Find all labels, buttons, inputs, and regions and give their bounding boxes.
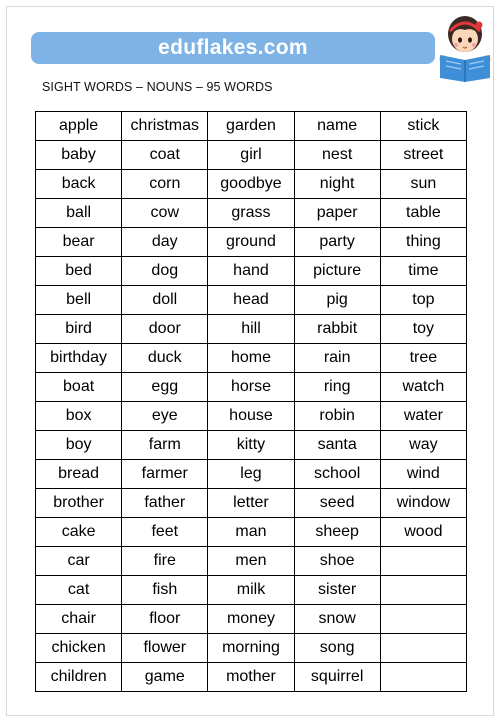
- table-row: [36, 141, 467, 170]
- word-cell: way: [380, 431, 466, 460]
- table-row: [36, 634, 467, 663]
- word-cell: house: [208, 402, 294, 431]
- word-cell: men: [208, 547, 294, 576]
- word-cell: shoe: [294, 547, 380, 576]
- word-cell: game: [122, 663, 208, 692]
- word-cell: water: [380, 402, 466, 431]
- word-cell: hill: [208, 315, 294, 344]
- word-cell: top: [380, 286, 466, 315]
- word-cell: grass: [208, 199, 294, 228]
- word-cell: farm: [122, 431, 208, 460]
- word-cell: [380, 663, 466, 692]
- word-cell: cow: [122, 199, 208, 228]
- table-row: [36, 199, 467, 228]
- word-cell: rabbit: [294, 315, 380, 344]
- word-cell: watch: [380, 373, 466, 402]
- word-cell: chicken: [36, 634, 122, 663]
- word-cell: stick: [380, 112, 466, 141]
- word-cell: chair: [36, 605, 122, 634]
- word-cell: floor: [122, 605, 208, 634]
- word-cell: bell: [36, 286, 122, 315]
- word-cell: sister: [294, 576, 380, 605]
- table-row: [36, 576, 467, 605]
- word-cell: table: [380, 199, 466, 228]
- word-cell: [380, 634, 466, 663]
- word-cell: farmer: [122, 460, 208, 489]
- word-cell: doll: [122, 286, 208, 315]
- word-cell: baby: [36, 141, 122, 170]
- word-cell: feet: [122, 518, 208, 547]
- table-row: [36, 518, 467, 547]
- word-cell: robin: [294, 402, 380, 431]
- site-title: eduflakes.com: [158, 36, 308, 59]
- word-cell: dog: [122, 257, 208, 286]
- word-cell: eye: [122, 402, 208, 431]
- word-cell: horse: [208, 373, 294, 402]
- word-cell: rain: [294, 344, 380, 373]
- word-cell: santa: [294, 431, 380, 460]
- table-row: [36, 112, 467, 141]
- word-cell: ground: [208, 228, 294, 257]
- word-cell: sheep: [294, 518, 380, 547]
- word-cell: birthday: [36, 344, 122, 373]
- table-row: [36, 170, 467, 199]
- word-cell: corn: [122, 170, 208, 199]
- table-row: [36, 460, 467, 489]
- word-cell: bear: [36, 228, 122, 257]
- word-cell: boy: [36, 431, 122, 460]
- table-row: [36, 286, 467, 315]
- word-cell: father: [122, 489, 208, 518]
- word-cell: children: [36, 663, 122, 692]
- table-row: [36, 344, 467, 373]
- word-cell: toy: [380, 315, 466, 344]
- word-cell: bread: [36, 460, 122, 489]
- word-cell: duck: [122, 344, 208, 373]
- word-cell: garden: [208, 112, 294, 141]
- site-title-banner: [31, 32, 435, 64]
- word-cell: egg: [122, 373, 208, 402]
- word-cell: tree: [380, 344, 466, 373]
- word-cell: apple: [36, 112, 122, 141]
- word-cell: fish: [122, 576, 208, 605]
- word-cell: back: [36, 170, 122, 199]
- word-cell: nest: [294, 141, 380, 170]
- table-row: [36, 402, 467, 431]
- table-row: [36, 257, 467, 286]
- word-cell: flower: [122, 634, 208, 663]
- word-cell: morning: [208, 634, 294, 663]
- word-cell: song: [294, 634, 380, 663]
- word-cell: letter: [208, 489, 294, 518]
- table-row: [36, 431, 467, 460]
- word-cell: school: [294, 460, 380, 489]
- word-cell: leg: [208, 460, 294, 489]
- worksheet-subtitle: SIGHT WORDS – NOUNS – 95 WORDS: [42, 80, 273, 94]
- girl-reading-book-icon: [434, 12, 496, 82]
- sight-words-table: [35, 111, 467, 692]
- word-cell: kitty: [208, 431, 294, 460]
- word-cell: goodbye: [208, 170, 294, 199]
- word-cell: girl: [208, 141, 294, 170]
- word-cell: door: [122, 315, 208, 344]
- table-row: [36, 373, 467, 402]
- word-cell: snow: [294, 605, 380, 634]
- word-cell: head: [208, 286, 294, 315]
- table-row: [36, 228, 467, 257]
- word-cell: night: [294, 170, 380, 199]
- table-row: [36, 663, 467, 692]
- word-cell: ball: [36, 199, 122, 228]
- word-cell: sun: [380, 170, 466, 199]
- word-cell: [380, 605, 466, 634]
- word-cell: picture: [294, 257, 380, 286]
- word-cell: day: [122, 228, 208, 257]
- word-cell: party: [294, 228, 380, 257]
- word-cell: time: [380, 257, 466, 286]
- word-cell: street: [380, 141, 466, 170]
- word-cell: [380, 547, 466, 576]
- word-cell: thing: [380, 228, 466, 257]
- table-row: [36, 489, 467, 518]
- word-cell: mother: [208, 663, 294, 692]
- word-cell: home: [208, 344, 294, 373]
- word-cell: paper: [294, 199, 380, 228]
- word-cell: brother: [36, 489, 122, 518]
- table-row: [36, 605, 467, 634]
- word-cell: money: [208, 605, 294, 634]
- word-cell: cat: [36, 576, 122, 605]
- word-cell: wood: [380, 518, 466, 547]
- word-cell: name: [294, 112, 380, 141]
- table-row: [36, 315, 467, 344]
- word-cell: bed: [36, 257, 122, 286]
- word-cell: pig: [294, 286, 380, 315]
- word-cell: wind: [380, 460, 466, 489]
- word-cell: milk: [208, 576, 294, 605]
- word-cell: [380, 576, 466, 605]
- word-cell: car: [36, 547, 122, 576]
- word-cell: bird: [36, 315, 122, 344]
- word-cell: cake: [36, 518, 122, 547]
- word-cell: window: [380, 489, 466, 518]
- word-cell: boat: [36, 373, 122, 402]
- word-cell: fire: [122, 547, 208, 576]
- word-cell: christmas: [122, 112, 208, 141]
- word-cell: hand: [208, 257, 294, 286]
- word-cell: man: [208, 518, 294, 547]
- table-row: [36, 547, 467, 576]
- word-cell: seed: [294, 489, 380, 518]
- word-cell: box: [36, 402, 122, 431]
- word-cell: squirrel: [294, 663, 380, 692]
- word-cell: coat: [122, 141, 208, 170]
- word-cell: ring: [294, 373, 380, 402]
